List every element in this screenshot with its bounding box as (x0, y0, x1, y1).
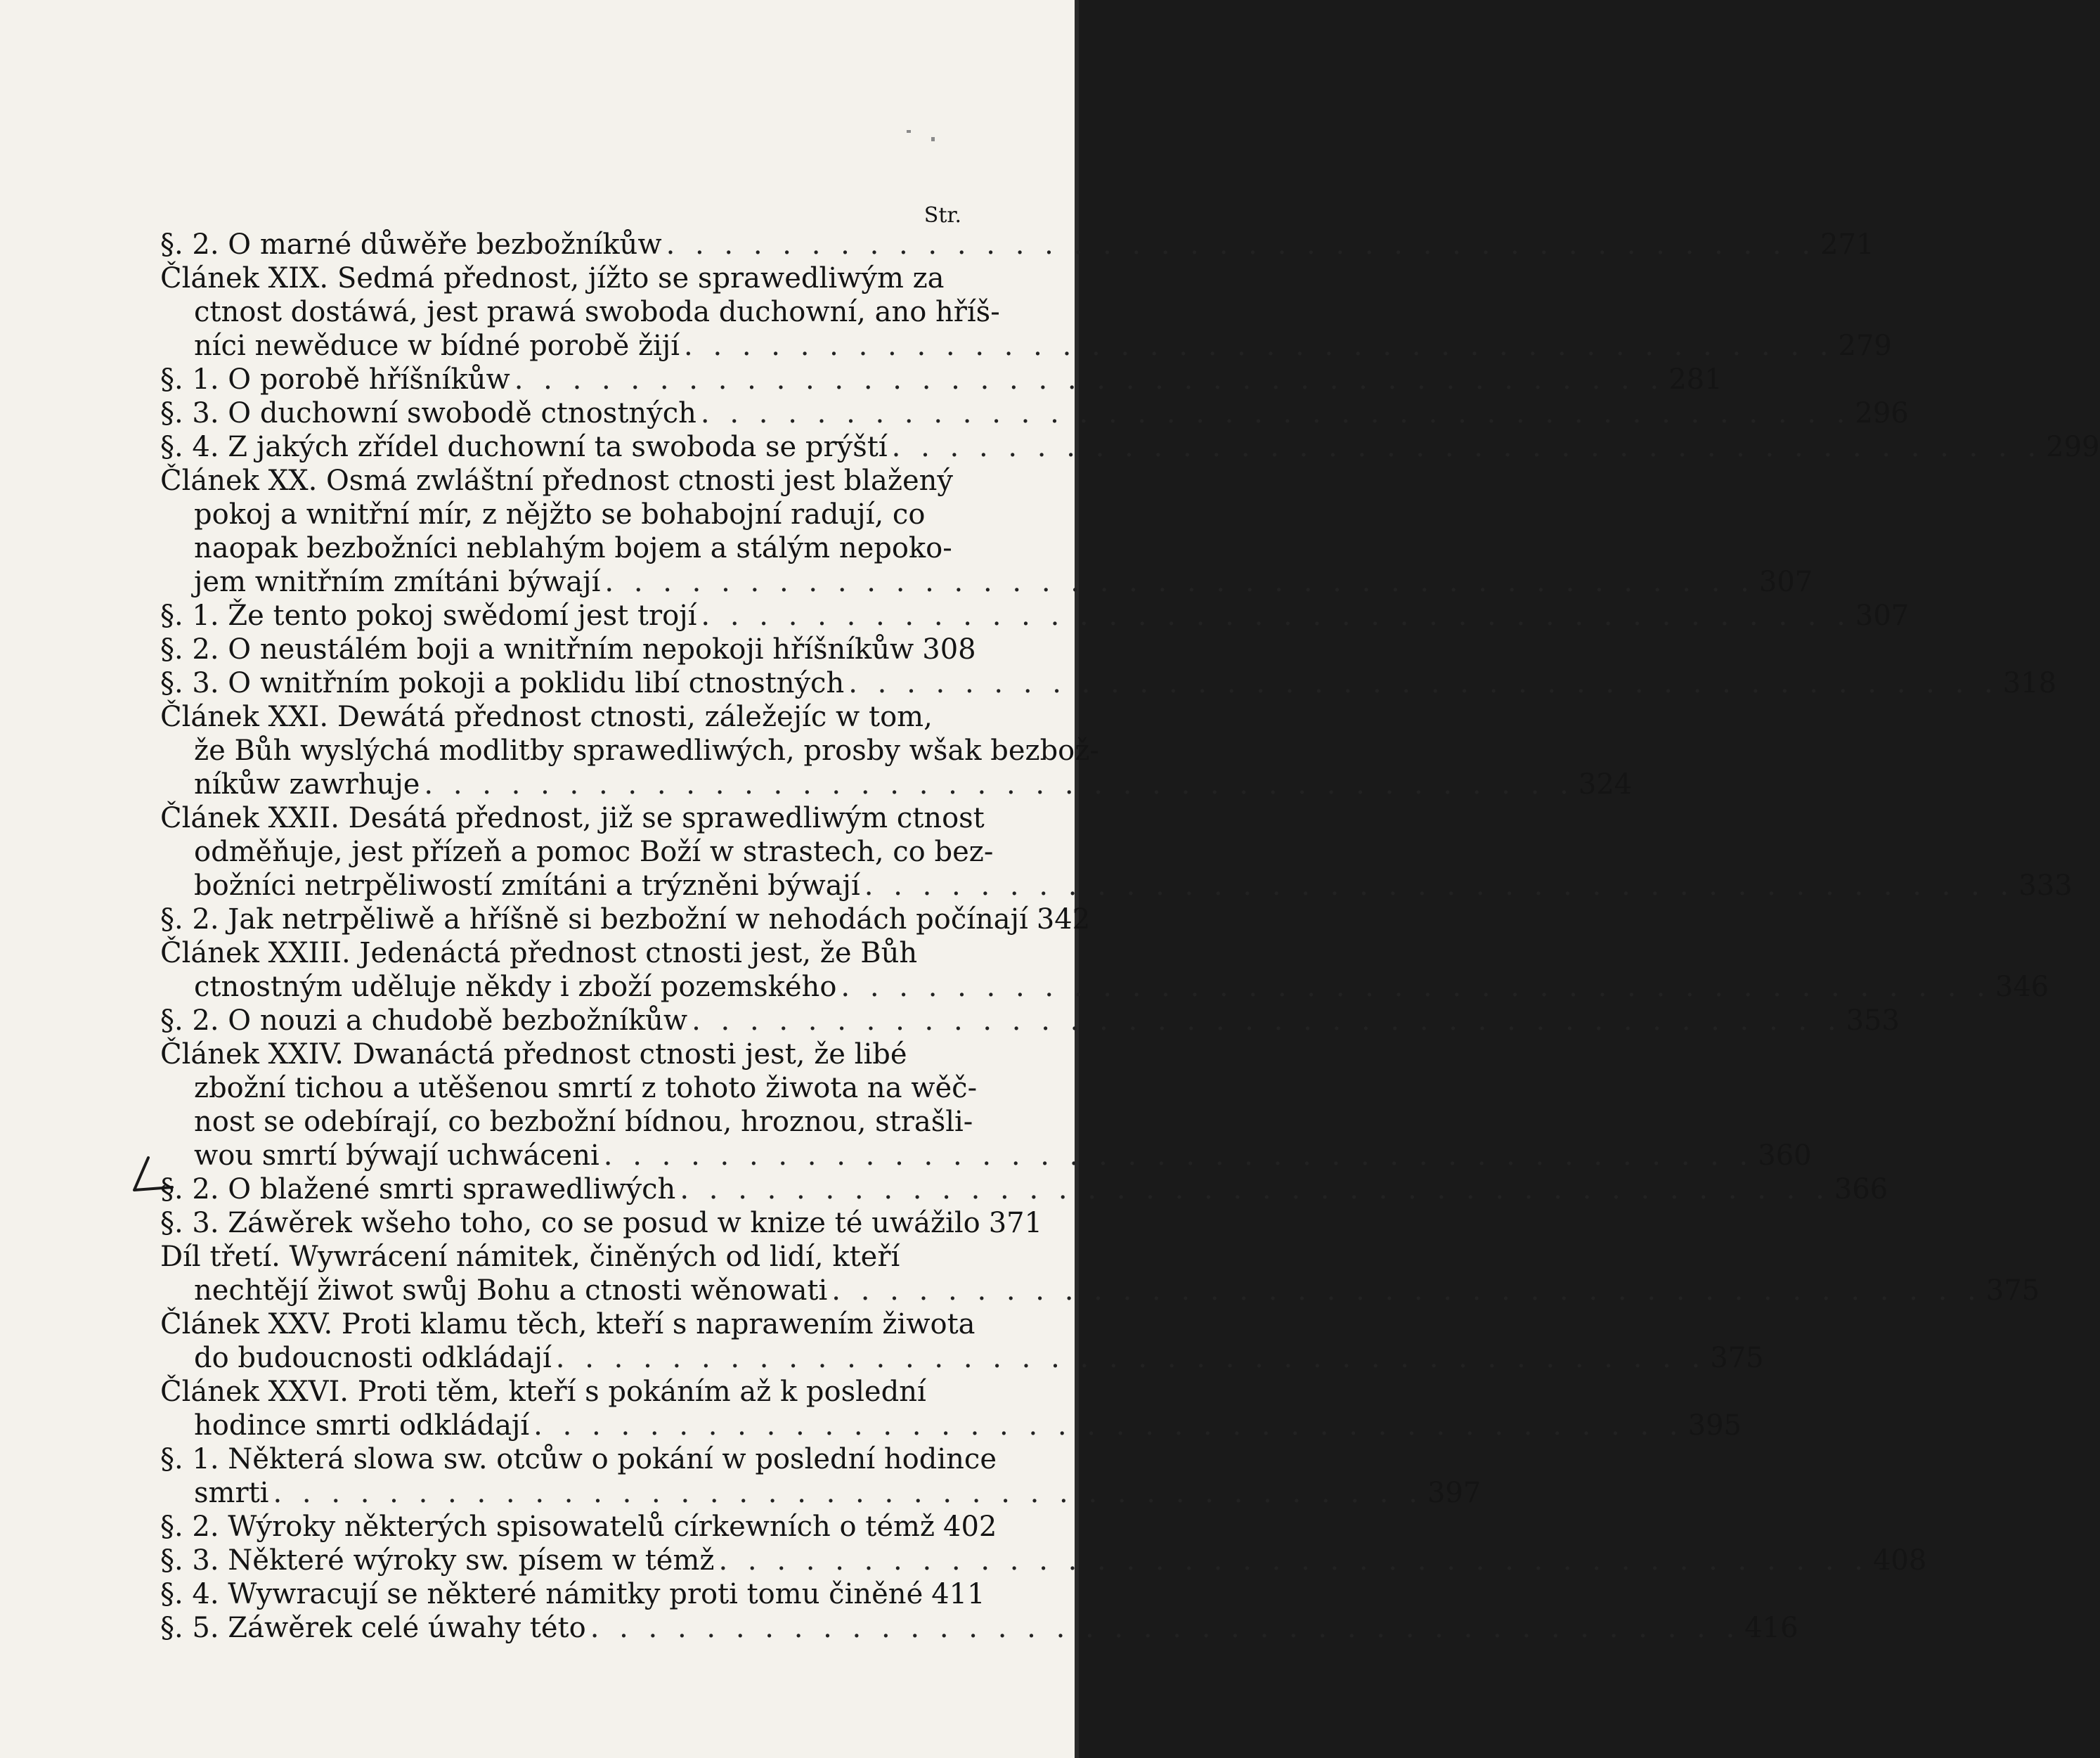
page-number: 324 (1578, 768, 1633, 801)
dot-leader: . . . . . . . . . . . . . . . . . . . . . . . . . . . . . . . . . . . . . . . . (590, 1612, 1741, 1644)
toc-entry-text: božníci netrpěliwostí zmítáni a trýzněni býwají (194, 870, 860, 902)
page-number: 411 (931, 1578, 985, 1610)
toc-entry-text: §. 1. O porobě hříšníkůw (160, 363, 510, 396)
margin-speck (907, 130, 911, 133)
dot-leader: . . . . . . . . . . . . . . . . . . . . . . . . . . . . . . . . . . . . . . . . (514, 363, 1665, 396)
dot-leader: . . . . . . . . . . . . . . . . . . . . . . . . . . . . . . . . . . . . . . . . (684, 330, 1834, 362)
toc-entry-text: §. 2. O blažené smrti sprawedliwých (160, 1173, 676, 1206)
toc-entry-text: Článek XXI. Dewátá přednost ctnosti, záležejíc w tom, (160, 701, 933, 733)
page-number: 375 (1985, 1274, 2040, 1307)
toc-entry-text: níci newěduce w bídné porobě žijí (194, 330, 680, 362)
toc-entry-text: §. 3. O wnitřním pokoji a poklidu libí ctnostných (160, 667, 845, 699)
toc-entry-last-line (160, 430, 2100, 464)
toc-entry-text: pokoj a wnitřní mír, z nějžto se bohabojní radují, co (194, 498, 926, 531)
toc-entry (160, 1442, 1482, 1510)
toc-entry-text: ctnost dostáwá, jest prawá swoboda duchowní, ano hříš- (194, 296, 1000, 328)
toc-entry-text: §. 3. O duchowní swobodě ctnostných (160, 397, 696, 429)
toc-entry-text: Článek XXIII. Jedenáctá přednost ctnosti jest, že Bůh (160, 937, 918, 969)
dot-leader: . . . . . . . . . . . . . . . . . . . . . . . . . . . . . . . . . . . . . . . . (604, 566, 1755, 598)
page-number: 342 (1036, 903, 1091, 936)
toc-entry (160, 633, 976, 666)
toc-entry-last-line (160, 1476, 1482, 1510)
toc-entry (160, 1611, 1798, 1645)
toc-entry-last-line (160, 1206, 1043, 1240)
toc-entry (160, 363, 1723, 396)
toc-entry-text: Článek XXV. Proti klamu těch, kteří s naprawením žiwota (160, 1308, 976, 1340)
dot-leader: . . . . . . . . . . . . . . . . . . . . . . . . . . . . . . . . . . . . . . . . (424, 768, 1574, 801)
toc-entry-last-line (160, 1172, 1888, 1206)
toc-entry-text: §. 2. Wýroky některých spisowatelů církewních o témž (160, 1511, 935, 1543)
toc-entry-last-line (160, 1409, 1742, 1442)
toc-entry-last-line (160, 768, 1633, 801)
dot-leader: . . . . . . . . . . . . . . . . . . . . . . . . . . . . . . . . . . . . . . . . (692, 1004, 1842, 1037)
toc-entry (160, 936, 2049, 1004)
toc-entry-last-line (160, 970, 2049, 1004)
toc-entry-text: Článek XXVI. Proti těm, kteří s pokáním až k poslední (160, 1376, 926, 1408)
toc-entry-text: §. 5. Záwěrek celé úwahy této (160, 1612, 586, 1644)
toc-entry-last-line (160, 666, 2057, 700)
page-number: 371 (988, 1207, 1043, 1239)
toc-entry-text: nost se odebírají, co bezbožní bídnou, hroznou, strašli- (194, 1106, 973, 1138)
dot-leader: . . . . . . . . . . . . . . . . . . . . . . . . . . . . . . . . . . . . . . . . (666, 228, 1817, 261)
page-number: 308 (922, 633, 976, 666)
toc-entries (160, 228, 2100, 1645)
dot-leader: . . . . . . . . . . . . . . . . . . . . . . . . . . . . . . . . . . . . . . . . (700, 397, 1851, 429)
toc-entry-text: Článek XXIV. Dwanáctá přednost ctnosti jest, že libé (160, 1038, 907, 1071)
toc-entry (160, 599, 1910, 633)
toc-entry-last-line (160, 1274, 2040, 1307)
toc-entry-text: §. 1. Že tento pokoj swědomí jest trojí (160, 600, 697, 632)
toc-entry (160, 1172, 1888, 1206)
toc-entry-text: že Bůh wyslýchá modlitby sprawedliwých, prosby wšak bezbož- (194, 735, 1099, 767)
toc-entry (160, 261, 1892, 363)
dot-leader: . . . . . . . . . . . . . . . . . . . . . . . . . . . . . . . . . . . . . . . . (831, 1274, 1982, 1307)
toc-entry-last-line (160, 869, 2073, 903)
toc-entry (160, 1038, 1812, 1172)
toc-entry-text: odměňuje, jest přízeň a pomoc Boží w strastech, co bez- (194, 836, 994, 868)
toc-entry (160, 464, 1813, 599)
page-number: 296 (1855, 397, 1909, 429)
toc-entry-text: nechtějí žiwot swůj Bohu a ctnosti wěnowati (194, 1274, 828, 1307)
toc-entry (160, 1577, 985, 1611)
page-number: 299 (2046, 431, 2100, 463)
page-number: 281 (1668, 363, 1723, 396)
toc-entry-last-line (160, 1611, 1798, 1645)
toc-entry-last-line (160, 1510, 997, 1544)
toc-entry (160, 700, 1633, 801)
dot-leader: . . . . . . . . . . . . . . . . . . . . . . . . . . . . . . . . . . . . . . . . (718, 1544, 1869, 1577)
toc-entry-text: do budoucnosti odkládají (194, 1342, 552, 1374)
toc-entry-text: hodince smrti odkládají (194, 1409, 530, 1442)
toc-entry-text: smrti (194, 1477, 269, 1509)
dot-leader: . . . . . . . . . . . . . . . . . . . . . . . . . . . . . . . . . . . . . . . . (680, 1173, 1830, 1206)
toc-entry-last-line (160, 363, 1723, 396)
dot-leader: . . . . . . . . . . . . . . . . . . . . . . . . . . . . . . . . . . . . . . . . (603, 1139, 1754, 1172)
dot-leader: . . . . . . . . . . . . . . . . . . . . . . . . . . . . . . . . . . . . . . . . (555, 1342, 1706, 1374)
toc-entry (160, 1375, 1742, 1442)
toc-entry-text: §. 3. Záwěrek wšeho toho, co se posud w knize té uwážilo (160, 1207, 980, 1239)
page-number: 307 (1855, 600, 1910, 632)
page-number: 318 (2002, 667, 2057, 699)
toc-entry (160, 1206, 1043, 1240)
toc-entry-text: níkůw zawrhuje (194, 768, 420, 801)
toc-entry-text: §. 3. Některé wýroky sw. písem w témž (160, 1544, 715, 1577)
toc-entry-last-line (160, 903, 1091, 936)
toc-entry (160, 396, 1909, 430)
page-column-label: Str. (923, 203, 961, 228)
toc-entry (160, 430, 2100, 464)
toc-entry (160, 1307, 1764, 1375)
toc-entry-text: Článek XIX. Sedmá přednost, jížto se sprawedliwým za (160, 262, 945, 295)
page-number: 353 (1846, 1004, 1900, 1037)
dot-leader: . . . . . . . . . . . . . . . . . . . . . . . . . . . . . . . . . . . . . . . . (864, 870, 2015, 902)
toc-entry (160, 1240, 2040, 1307)
page-number: 416 (1744, 1612, 1798, 1644)
toc-entry-last-line (160, 329, 1892, 363)
toc-entry-last-line (160, 1139, 1812, 1172)
toc-entry-last-line (160, 228, 1874, 261)
dot-leader: . . . . . . . . . . . . . . . . . . . . . . . . . . . . . . . . . . . . . . . . (533, 1409, 1684, 1442)
toc-entry (160, 228, 1874, 261)
page-number: 346 (1995, 971, 2049, 1003)
page-number: 375 (1710, 1342, 1764, 1374)
toc-entry-last-line (160, 599, 1910, 633)
toc-entry (160, 666, 2057, 700)
page-number: 402 (943, 1511, 997, 1543)
toc-entry-text: §. 2. O nouzi a chudobě bezbožníkůw (160, 1004, 688, 1037)
toc-entry-text: Článek XX. Osmá zwláštní přednost ctnosti jest blažený (160, 465, 953, 497)
toc-entry-last-line (160, 396, 1909, 430)
toc-entry-text: §. 1. Některá slowa sw. otcůw o pokání w poslední hodince (160, 1443, 997, 1475)
toc-entry-last-line (160, 633, 976, 666)
toc-entry-text: wou smrtí býwají uchwáceni (194, 1139, 599, 1172)
toc-entry-text: §. 4. Wywracují se některé námitky proti tomu činěné (160, 1578, 923, 1610)
toc-entry (160, 1544, 1927, 1577)
toc-entry-text: §. 2. O neustálém boji a wnitřním nepokoji hříšníkůw (160, 633, 914, 666)
page-number: 333 (2018, 870, 2073, 902)
toc-entry-text: §. 4. Z jakých zřídel duchowní ta swoboda se prýští (160, 431, 888, 463)
toc-entry (160, 1510, 997, 1544)
toc-entry-last-line (160, 565, 1813, 599)
table-of-contents (160, 203, 2100, 1645)
dot-leader: . . . . . . . . . . . . . . . . . . . . . . . . . . . . . . . . . . . . . . . . (848, 667, 1999, 699)
toc-entry-text: Článek XXII. Desátá přednost, již se sprawedliwým ctnost (160, 802, 985, 834)
page-number: 397 (1427, 1477, 1482, 1509)
toc-entry (160, 1004, 1900, 1038)
toc-entry-text: naopak bezbožníci neblahým bojem a stálým nepoko- (194, 532, 952, 564)
dot-leader: . . . . . . . . . . . . . . . . . . . . . . . . . . . . . . . . . . . . . . . . (273, 1477, 1423, 1509)
toc-entry-text: Díl třetí. Wywrácení námitek, činěných od lidí, kteří (160, 1241, 900, 1273)
toc-entry-last-line (160, 1341, 1764, 1375)
toc-entry-last-line (160, 1577, 985, 1611)
toc-entry-text: §. 2. O marné důwěře bezbožníkůw (160, 228, 662, 261)
page-number: 271 (1820, 228, 1874, 261)
toc-entry-text: §. 2. Jak netrpěliwě a hříšně si bezbožní w nehodách počínají (160, 903, 1028, 936)
page-number: 360 (1758, 1139, 1812, 1172)
toc-entry-last-line (160, 1004, 1900, 1038)
page-number: 395 (1687, 1409, 1742, 1442)
toc-entry-text: zbožní tichou a utěšenou smrtí z tohoto žiwota na wěč- (194, 1072, 978, 1104)
toc-entry (160, 903, 1091, 936)
page-number: 408 (1872, 1544, 1927, 1577)
page-number: 279 (1838, 330, 1892, 362)
page-number: 366 (1834, 1173, 1888, 1206)
page-number: 307 (1758, 566, 1813, 598)
dot-leader: . . . . . . . . . . . . . . . . . . . . . . . . . . . . . . . . . . . . . . . . (841, 971, 1991, 1003)
margin-speck (931, 137, 935, 141)
toc-entry-text: jem wnitřním zmítáni býwají (194, 566, 601, 598)
dot-leader: . . . . . . . . . . . . . . . . . . . . . . . . . . . . . . . . . . . . . . . . (891, 431, 2042, 463)
toc-entry-last-line (160, 1544, 1927, 1577)
toc-entry (160, 801, 2073, 903)
toc-entry-text: ctnostným udělujе někdy i zboží pozemského (194, 971, 837, 1003)
dot-leader: . . . . . . . . . . . . . . . . . . . . . . . . . . . . . . . . . . . . . . . . (701, 600, 1851, 632)
